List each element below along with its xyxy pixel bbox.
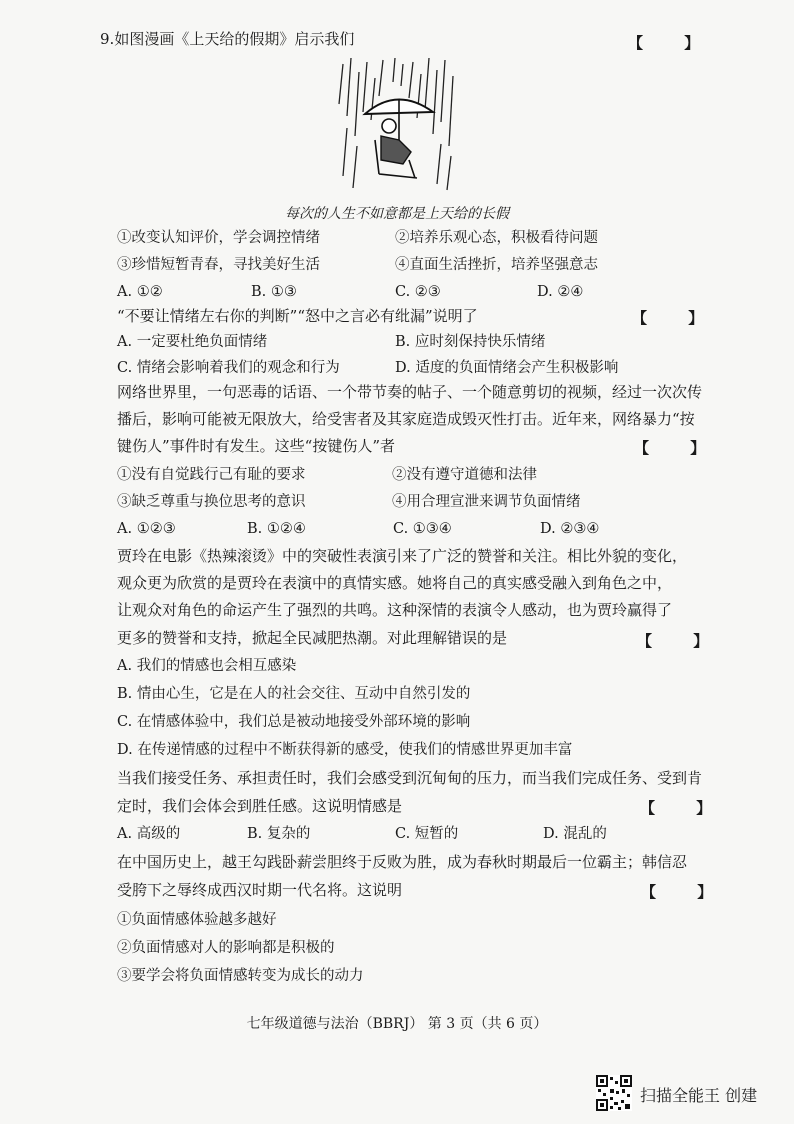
question-4-text: 让观众对角色的命运产生了强烈的共鸣。这种深情的表演令人感动，也为贾玲赢得了 (117, 601, 673, 619)
choice-b: B. 应时刻保持快乐情绪 (395, 334, 546, 350)
choice-c: C. ①③④ (393, 521, 452, 537)
choice-c: C. 情绪会影响着我们的观念和行为 (117, 360, 340, 376)
choice-c: C. ②③ (395, 284, 441, 300)
question-4-text: 更多的赞誉和支持，掀起全民减肥热潮。对此理解错误的是 (117, 629, 508, 647)
choice-b: B. 情由心生，它是在人的社会交往、互动中自然引发的 (117, 686, 471, 702)
option-item: ④用合理宣泄来调节负面情绪 (392, 494, 581, 510)
question-6-text: 受胯下之辱终成西汉时期一代名将。这说明 (117, 881, 403, 899)
question-5-text: 定时，我们会体会到胜任感。这说明情感是 (117, 797, 403, 815)
cartoon-caption: 每次的人生不如意都是上天给的长假 (285, 206, 509, 222)
choice-a: A. 高级的 (117, 826, 181, 842)
choice-b: B. ①②④ (247, 521, 306, 537)
question-6-text: 在中国历史上，越王勾践卧薪尝胆终于反败为胜，成为春秋时期最后一位霸主；韩信忍 (117, 853, 688, 871)
choice-c: C. 短暂的 (395, 826, 459, 842)
option-item: ②培养乐观心态，积极看待问题 (395, 230, 598, 246)
choice-d: D. 混乱的 (543, 826, 607, 842)
qr-code-icon (596, 1075, 632, 1111)
choice-b: B. ①③ (251, 284, 297, 300)
choice-a: A. 一定要杜绝负面情绪 (117, 334, 268, 350)
option-item: ①改变认知评价，学会调控情绪 (117, 230, 320, 246)
answer-bracket: 【 】 (641, 883, 731, 901)
question-5-text: 当我们接受任务、承担责任时，我们会感受到沉甸甸的压力，而当我们完成任务、受到肯 (117, 769, 703, 787)
question-3-text: 播后，影响可能被无限放大，给受害者及其家庭造成毁灭性打击。近年来，网络暴力“按 (117, 410, 695, 428)
question-1-stem: 9.如图漫画《上天给的假期》启示我们 (100, 30, 355, 48)
option-item: ③要学会将负面情感转变为成长的动力 (117, 968, 364, 984)
scanner-watermark: 扫描全能王 创建 (640, 1086, 758, 1105)
choice-c: C. 在情感体验中，我们总是被动地接受外部环境的影响 (117, 714, 471, 730)
choice-a: A. ①②③ (117, 521, 176, 537)
page-footer: 七年级道德与法治（BBRJ） 第 3 页（共 6 页） (246, 1016, 548, 1032)
cartoon-illustration (337, 56, 457, 192)
question-3-text: 网络世界里，一句恶毒的话语、一个带节奏的帖子、一个随意剪切的视频，经过一次次传 (117, 383, 703, 401)
choice-d: D. 在传递情感的过程中不断获得新的感受，使我们的情感世界更加丰富 (117, 742, 573, 758)
answer-bracket: 【 】 (640, 799, 730, 817)
option-item: ②负面情感对人的影响都是积极的 (117, 940, 335, 956)
choice-d: D. ②③④ (540, 521, 600, 537)
choice-d: D. 适度的负面情绪会产生积极影响 (395, 360, 619, 376)
choice-b: B. 复杂的 (247, 826, 311, 842)
question-4-text: 观众更为欣赏的是贾玲在表演中的真情实感。她将自己的真实感受融入到角色之中， (117, 574, 673, 592)
answer-bracket: 【 】 (628, 34, 718, 52)
option-item: ①负面情感体验越多越好 (117, 912, 277, 928)
option-item: ②没有遵守道德和法律 (392, 467, 537, 483)
option-item: ①没有自觉践行己有耻的要求 (117, 467, 306, 483)
question-4-text: 贾玲在电影《热辣滚烫》中的突破性表演引来了广泛的赞誉和关注。相比外貌的变化， (117, 547, 688, 565)
answer-bracket: 【 】 (632, 309, 722, 327)
answer-bracket: 【 】 (634, 439, 724, 457)
question-3-text: 键伤人”事件时有发生。这些“按键伤人”者 (117, 437, 396, 455)
choice-a: A. ①② (117, 284, 163, 300)
question-2-stem: “不要让情绪左右你的判断”“怒中之言必有纰漏”说明了 (117, 307, 478, 325)
option-item: ④直面生活挫折，培养坚强意志 (395, 257, 598, 273)
option-item: ③珍惜短暂青春，寻找美好生活 (117, 257, 320, 273)
answer-bracket: 【 】 (637, 632, 727, 650)
option-item: ③缺乏尊重与换位思考的意识 (117, 494, 306, 510)
choice-d: D. ②④ (537, 284, 584, 300)
choice-a: A. 我们的情感也会相互感染 (117, 658, 297, 674)
